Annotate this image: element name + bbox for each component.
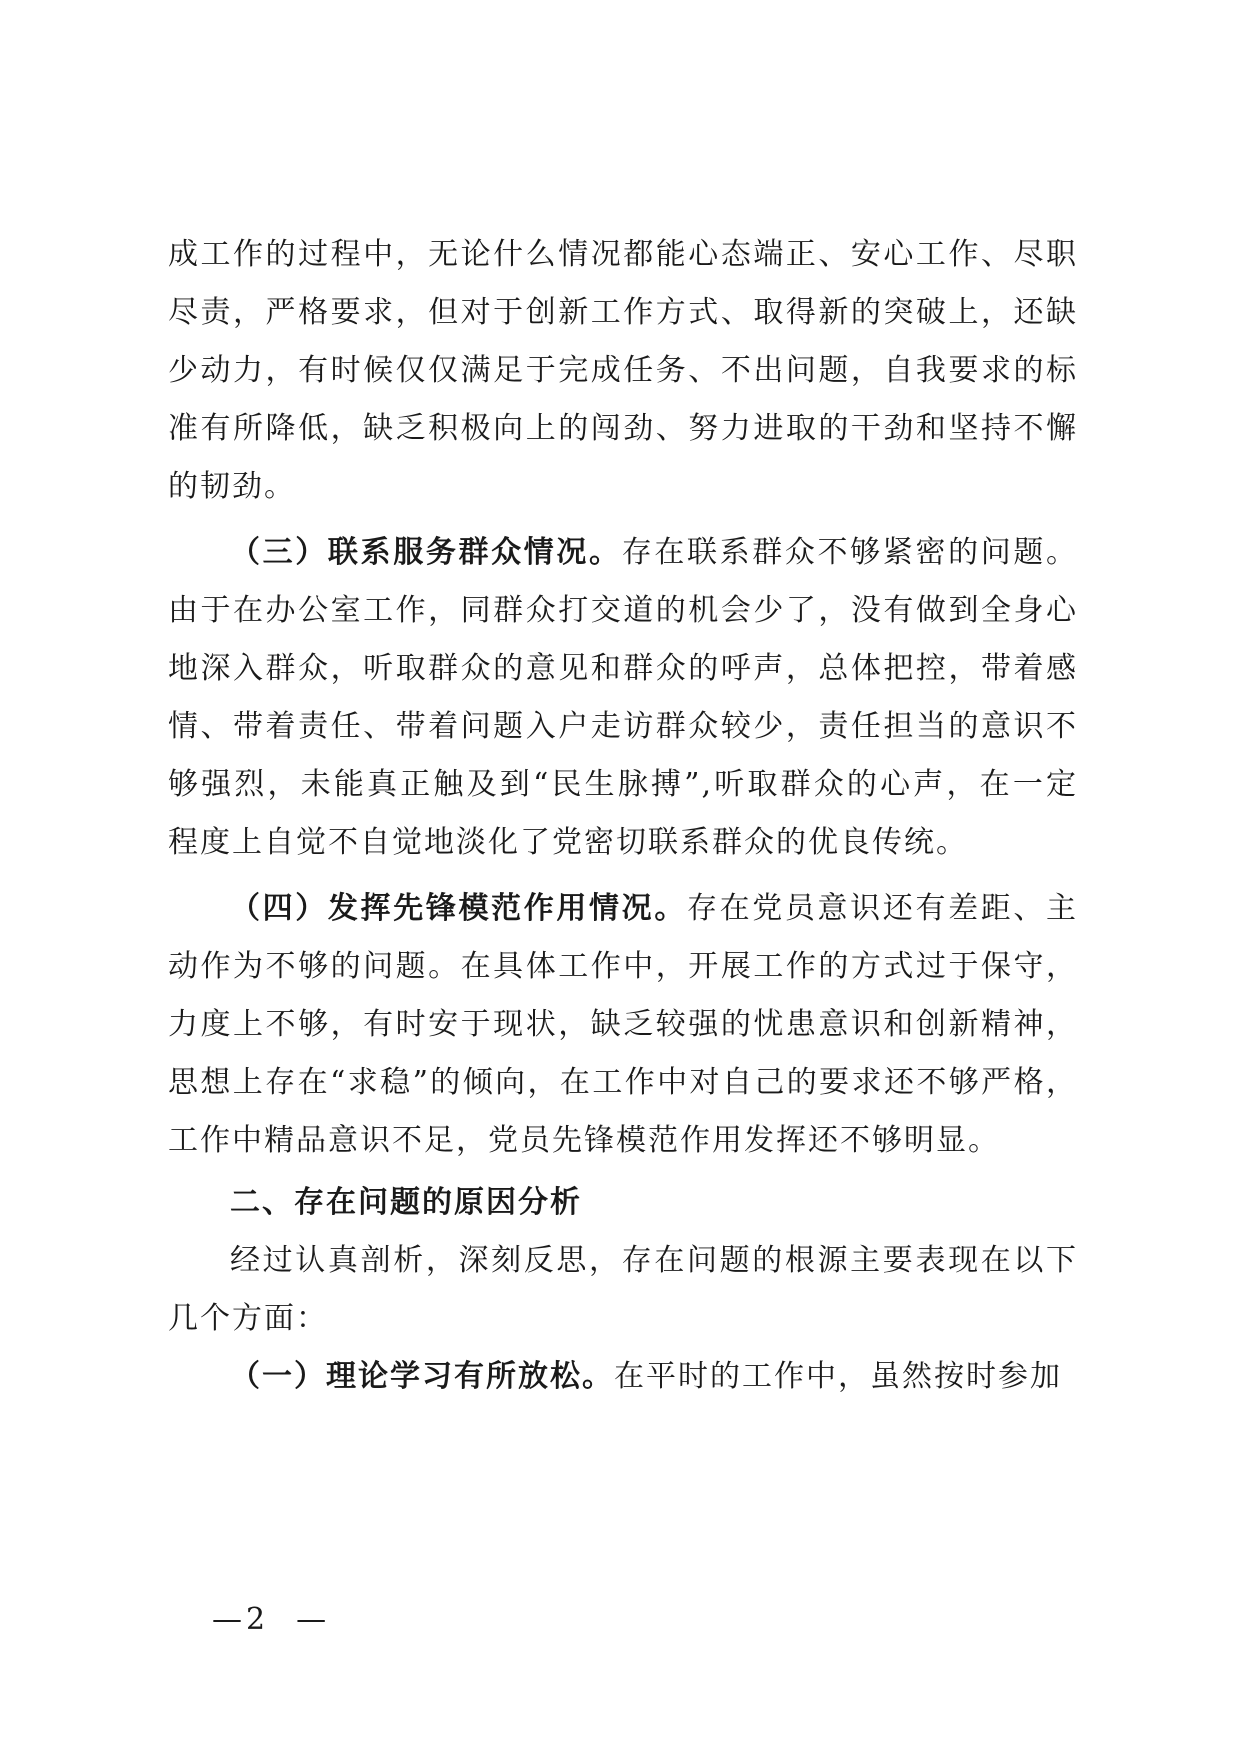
paragraph-text: 存在联系群众不够紧密的问题。由于在办公室工作，同群众打交道的机会少了，没有做到全身心地深入群众，听取群众的意见和群众的呼声，总体把控，带着感情、带着责任、带着问题入户走访群众较少，责任担当的意识不够强烈，未能真正触及到“民生脉搏”,听取群众的心声，在一定程度上自觉不自觉地淡化了党密切联系群众的优良传统。 — [168, 535, 1079, 860]
paragraph-text: 存在党员意识还有差距、主动作为不够的问题。在具体工作中，开展工作的方式过于保守，力度上不够，有时安于现状，缺乏较强的忧患意识和创新精神，思想上存在“求稳”的倾向，在工作中对自己的要求还不够严格，工作中精品意识不足，党员先锋模范作用发挥还不够明显。 — [168, 891, 1079, 1158]
paragraph-vanguard-role — [168, 880, 1078, 1170]
paragraph-lead: （三）联系服务群众情况。 — [230, 535, 622, 570]
paragraph-lead: （一）理论学习有所放松。 — [230, 1359, 614, 1394]
paragraph-liaison-with-masses — [168, 524, 1078, 872]
paragraph-lead: （四）发挥先锋模范作用情况。 — [230, 891, 687, 926]
paragraph-continuation — [168, 226, 1078, 516]
paragraph-theory-study — [168, 1348, 1078, 1406]
paragraph-text: 成工作的过程中，无论什么情况都能心态端正、安心工作、尽职尽责，严格要求，但对于创新工作方式、取得新的突破上，还缺少动力，有时候仅仅满足于完成任务、不出问题，自我要求的标准有所降低，缺乏积极向上的闯劲、努力进取的干劲和坚持不懈的韧劲。 — [168, 237, 1078, 504]
section-heading: 二、存在问题的原因分析 — [230, 1185, 582, 1220]
page-number: —2 — — [212, 1602, 331, 1637]
document-body — [168, 226, 1078, 1406]
paragraph-text: 在平时的工作中，虽然按时参加 — [614, 1359, 1062, 1394]
section-intro: 经过认真剖析，深刻反思，存在问题的根源主要表现在以下几个方面： — [168, 1243, 1078, 1336]
